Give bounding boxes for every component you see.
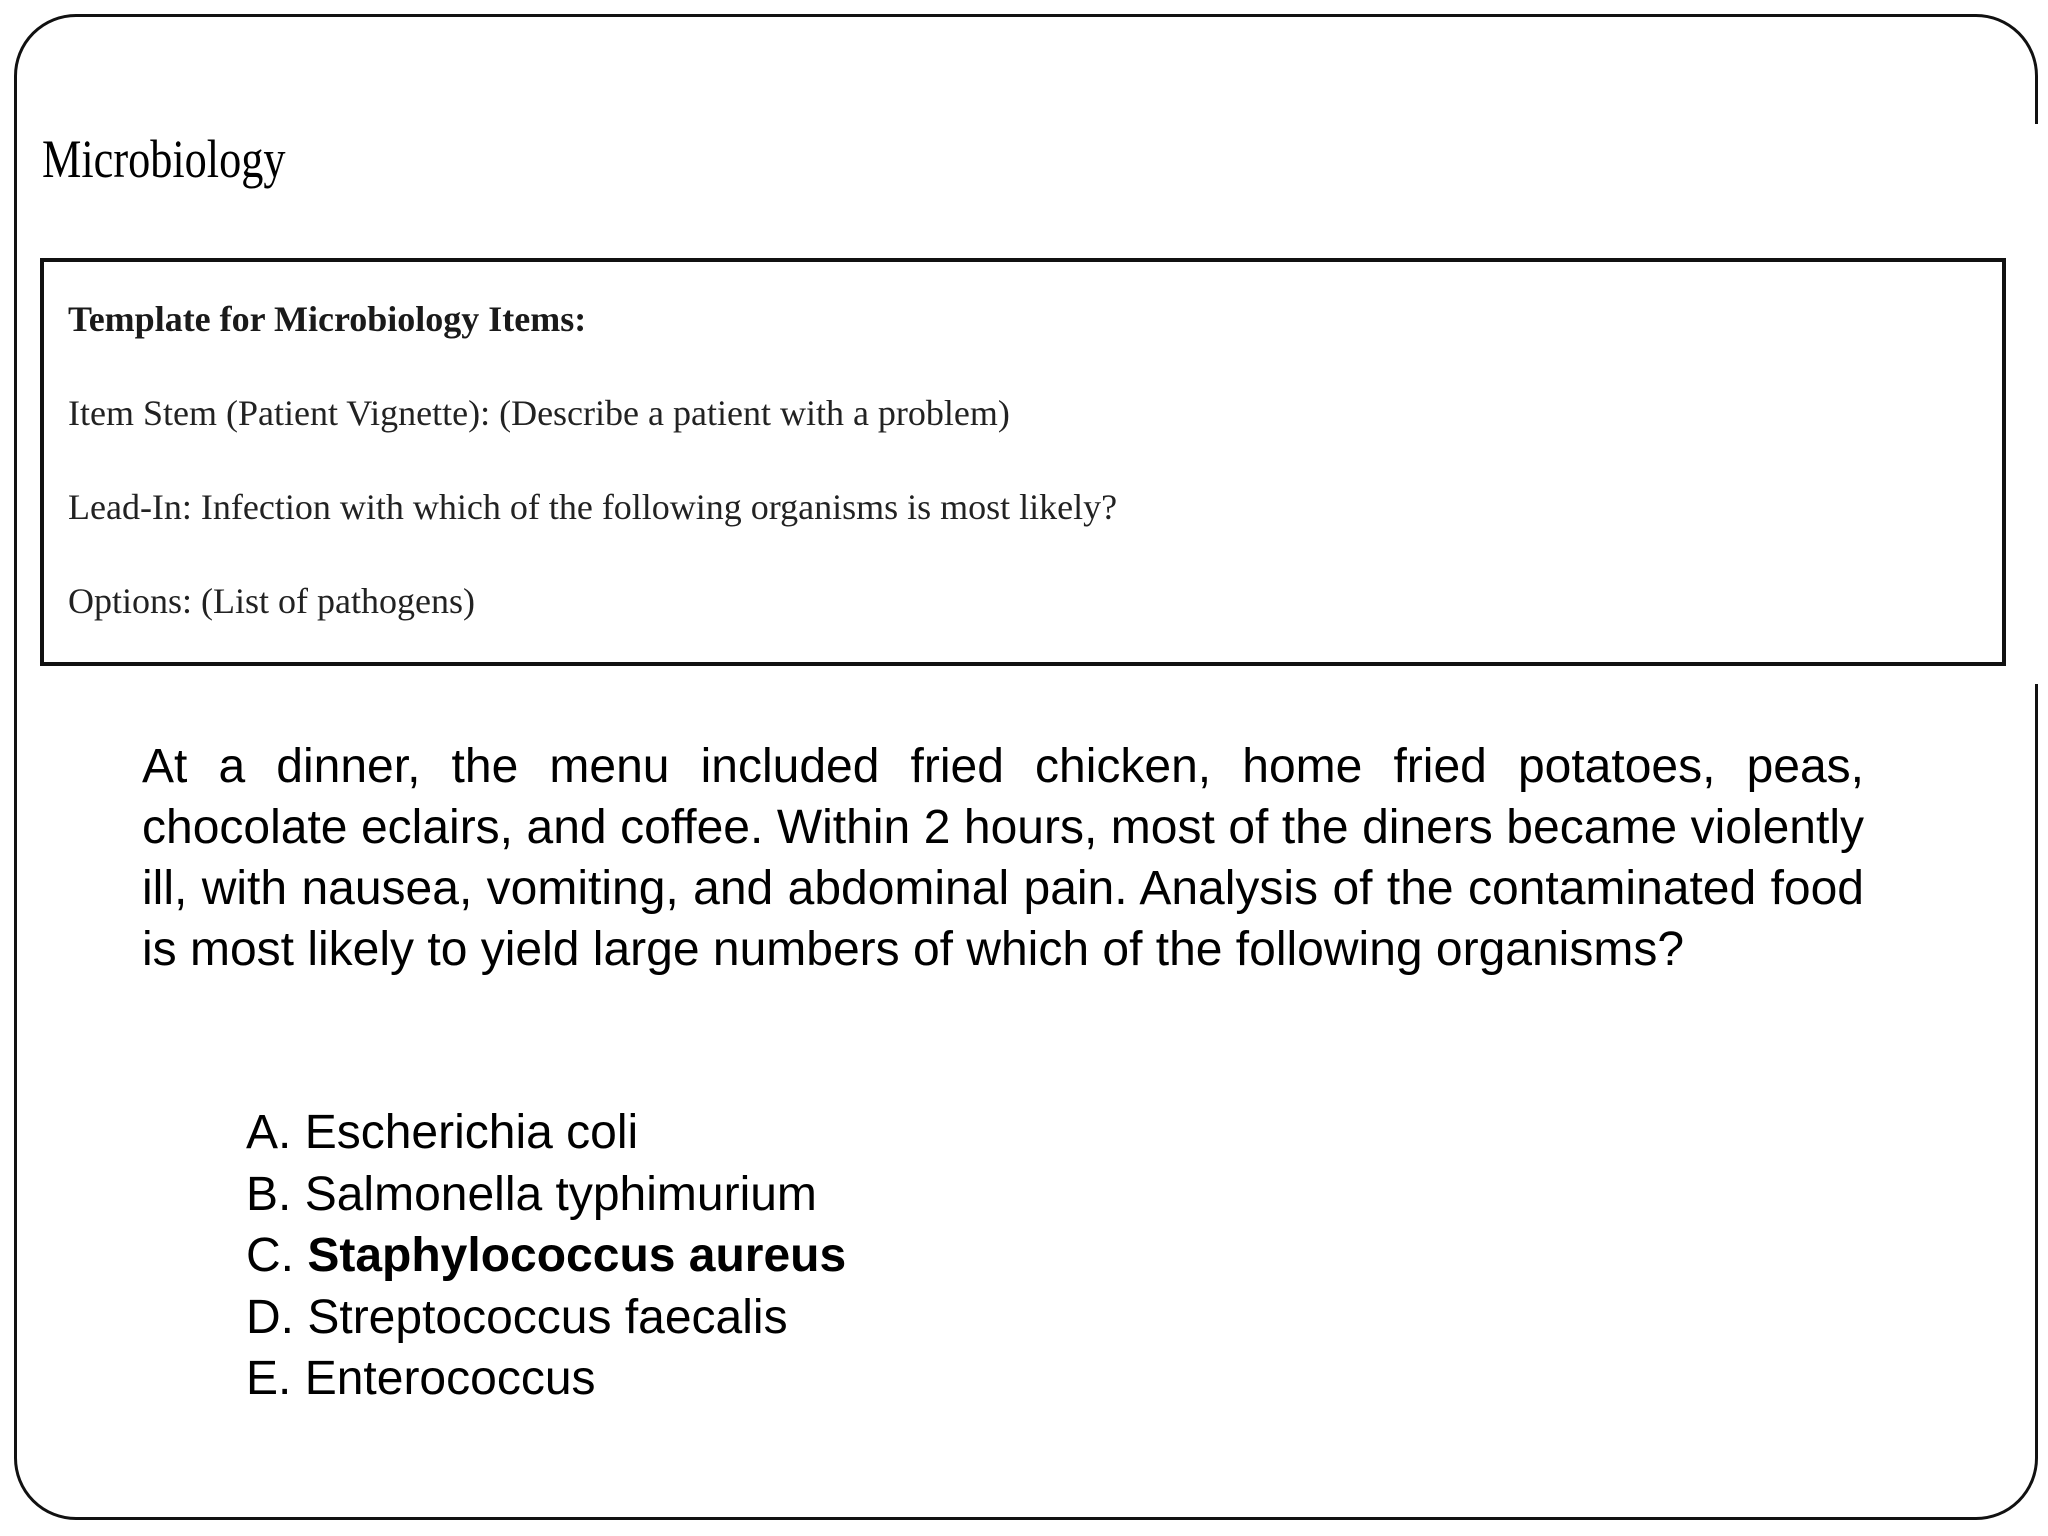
- answer-option-c: [246, 1225, 846, 1287]
- template-lead-in: Lead-In: Infection with which of the following organisms is most likely?: [68, 487, 1118, 527]
- option-letter: A.: [246, 1106, 292, 1159]
- question-vignette: At a dinner, the menu included fried chicken, home fried potatoes, peas, chocolate eclairs, and coffee. Within 2 hours, most of the diners became violently ill, with nausea, vomiting, and abdominal pain. Analysis of the contaminated food is most likely to yield large numbers of which of the following organisms?: [142, 740, 1864, 976]
- answer-option-b: [246, 1164, 846, 1226]
- option-text: Enterococcus: [304, 1352, 596, 1405]
- option-letter: C.: [246, 1229, 294, 1282]
- answer-option-a: [246, 1102, 846, 1164]
- answer-options: [246, 1102, 846, 1410]
- option-text-correct: Staphylococcus aureus: [307, 1229, 847, 1282]
- template-item-stem: Item Stem (Patient Vignette): (Describe a patient with a problem): [68, 393, 1010, 433]
- frame-edge-gap: [2030, 124, 2046, 684]
- template-options: Options: (List of pathogens): [68, 581, 475, 621]
- option-text: Escherichia coli: [304, 1106, 639, 1159]
- answer-option-e: [246, 1348, 846, 1410]
- template-box: [40, 258, 2006, 666]
- answer-option-d: [246, 1287, 846, 1349]
- option-letter: D.: [246, 1290, 294, 1344]
- page-title: Microbiology: [42, 129, 286, 189]
- option-text: Salmonella typhimurium: [304, 1167, 817, 1221]
- template-heading: Template for Microbiology Items:: [68, 299, 587, 339]
- option-letter: E.: [246, 1352, 292, 1405]
- option-letter: B.: [246, 1167, 292, 1221]
- option-text: Streptococcus faecalis: [307, 1290, 788, 1344]
